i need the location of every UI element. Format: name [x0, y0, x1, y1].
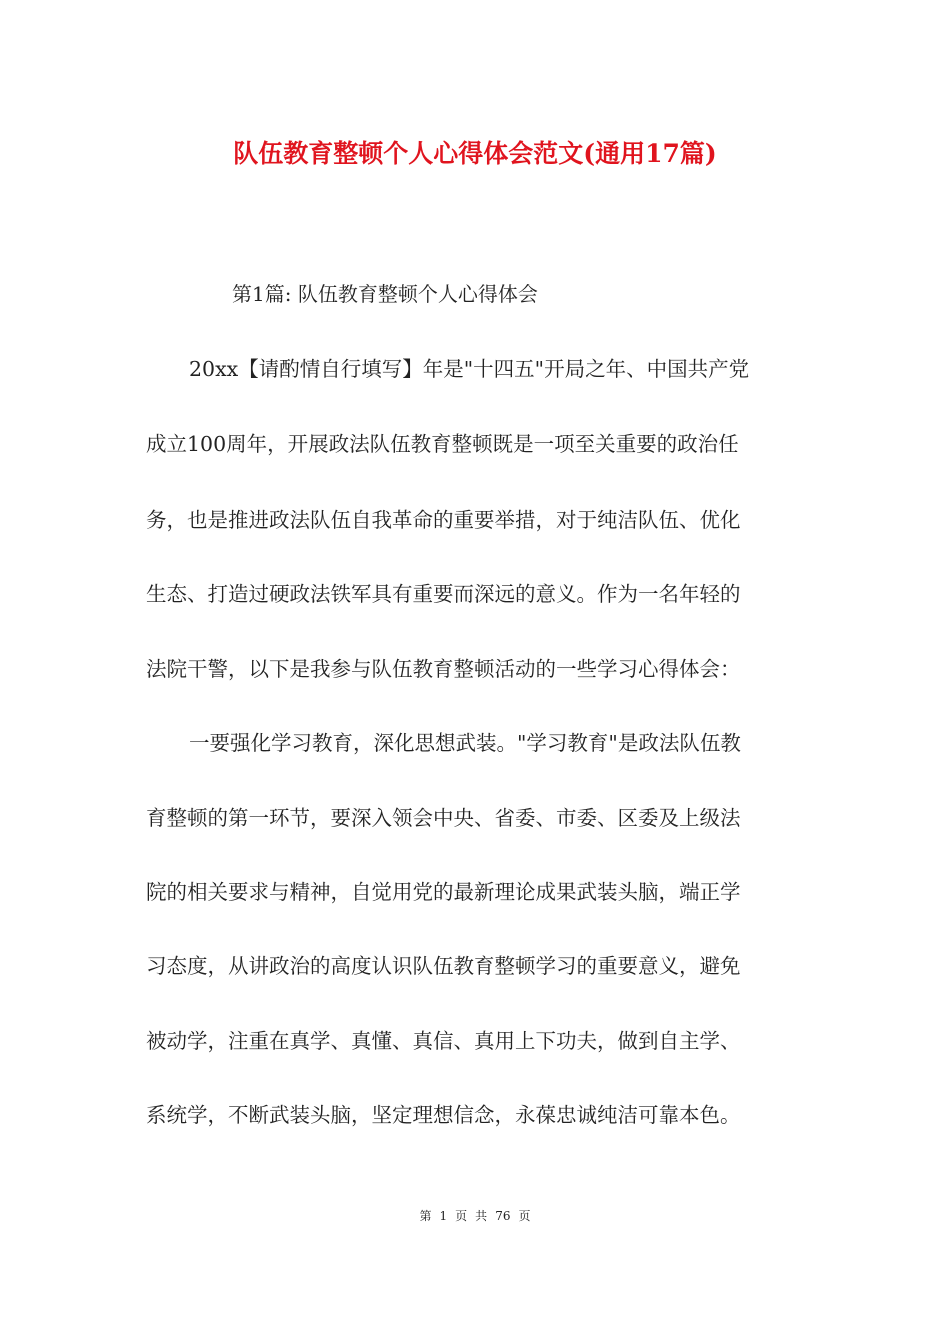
footer-label-ye: 页: [455, 1209, 468, 1223]
footer-label-ye2: 页: [518, 1209, 531, 1223]
footer-current-page: 1: [439, 1209, 448, 1223]
paragraph-line: 被动学，注重在真学、真懂、真信、真用上下功夫，做到自主学、: [146, 1029, 741, 1053]
footer-label-gong: 共: [475, 1209, 488, 1223]
paragraph-line: 20xx【请酌情自行填写】年是"十四五"开局之年、中国共产党: [189, 357, 750, 381]
paragraph-line: 育整顿的第一环节，要深入领会中央、省委、市委、区委及上级法: [146, 806, 741, 830]
footer-total-pages: 76: [495, 1209, 511, 1223]
paragraph-line: 习态度，从讲政治的高度认识队伍教育整顿学习的重要意义，避免: [146, 954, 741, 978]
document-title: 队伍教育整顿个人心得体会范文(通用17篇): [233, 139, 717, 168]
section-heading: 第1篇: 队伍教育整顿个人心得体会: [232, 282, 538, 306]
page-footer: [0, 1206, 950, 1226]
paragraph-line: 务，也是推进政法队伍自我革命的重要举措，对于纯洁队伍、优化: [146, 508, 741, 532]
paragraph-line: 生态、打造过硬政法铁军具有重要而深远的意义。作为一名年轻的: [146, 582, 741, 606]
paragraph-line: 法院干警，以下是我参与队伍教育整顿活动的一些学习心得体会：: [146, 657, 741, 681]
paragraph-line: 一要强化学习教育，深化思想武装。"学习教育"是政法队伍教: [189, 731, 741, 755]
paragraph-line: 院的相关要求与精神，自觉用党的最新理论成果武装头脑，端正学: [146, 880, 741, 904]
paragraph-line: 成立100周年，开展政法队伍教育整顿既是一项至关重要的政治任: [146, 432, 739, 456]
paragraph-line: 系统学，不断武装头脑，坚定理想信念，永葆忠诚纯洁可靠本色。: [146, 1103, 741, 1127]
footer-label-di: 第: [419, 1209, 432, 1223]
